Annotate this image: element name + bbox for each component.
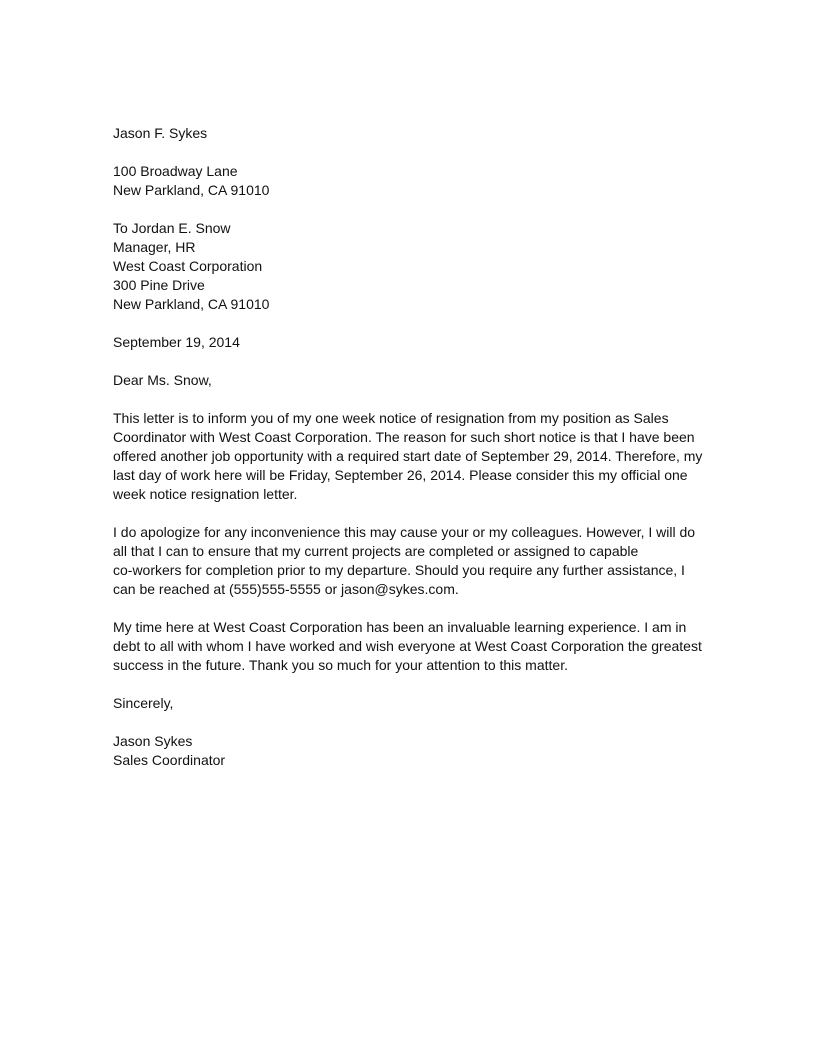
sender-name-block [113,124,713,143]
sender-name: Jason F. Sykes [113,125,208,141]
salutation-block [113,371,713,390]
paragraph-line: offered another job opportunity with a required start date of September 29, 2014. Therefore, my [113,448,703,464]
paragraph-line: success in the future. Thank you so much for your attention to this matter. [113,657,568,673]
recipient-line: To Jordan E. Snow [113,220,231,236]
signature-block [113,732,713,770]
recipient-address [113,219,713,314]
paragraph-line: co-workers for completion prior to my departure. Should you require any further assistance, I [113,562,685,578]
sender-address-line: 100 Broadway Lane [113,163,238,179]
paragraph-line: last day of work here will be Friday, September 26, 2014. Please consider this my official one [113,467,688,483]
body-paragraph-2 [113,523,713,599]
recipient-line: Manager, HR [113,239,196,255]
signature-title: Sales Coordinator [113,752,226,768]
sender-address-line: New Parkland, CA 91010 [113,182,270,198]
body-paragraph-1 [113,409,713,504]
body-paragraph-3 [113,618,713,675]
recipient-line: 300 Pine Drive [113,277,205,293]
paragraph-line: My time here at West Coast Corporation has been an invaluable learning experience. I am in [113,619,687,635]
paragraph-line: Coordinator with West Coast Corporation. The reason for such short notice is that I have been [113,429,695,445]
paragraph-line: all that I can to ensure that my current projects are completed or assigned to capable [113,543,639,559]
salutation: Dear Ms. Snow, [113,372,212,388]
paragraph-line: week notice resignation letter. [113,486,298,502]
paragraph-line: debt to all with whom I have worked and wish everyone at West Coast Corporation the greatest [113,638,702,654]
paragraph-line: This letter is to inform you of my one week notice of resignation from my position as Sales [113,410,669,426]
recipient-line: West Coast Corporation [113,258,263,274]
paragraph-line: can be reached at (555)555-5555 or jason@sykes.com. [113,581,459,597]
signature-name: Jason Sykes [113,733,193,749]
letter-date: September 19, 2014 [113,334,240,350]
recipient-line: New Parkland, CA 91010 [113,296,270,312]
letter-date-block [113,333,713,352]
paragraph-line: I do apologize for any inconvenience this may cause your or my colleagues. However, I will do [113,524,696,540]
closing-block [113,694,713,713]
sender-address [113,162,713,200]
letter-page [113,124,713,789]
closing: Sincerely, [113,695,174,711]
